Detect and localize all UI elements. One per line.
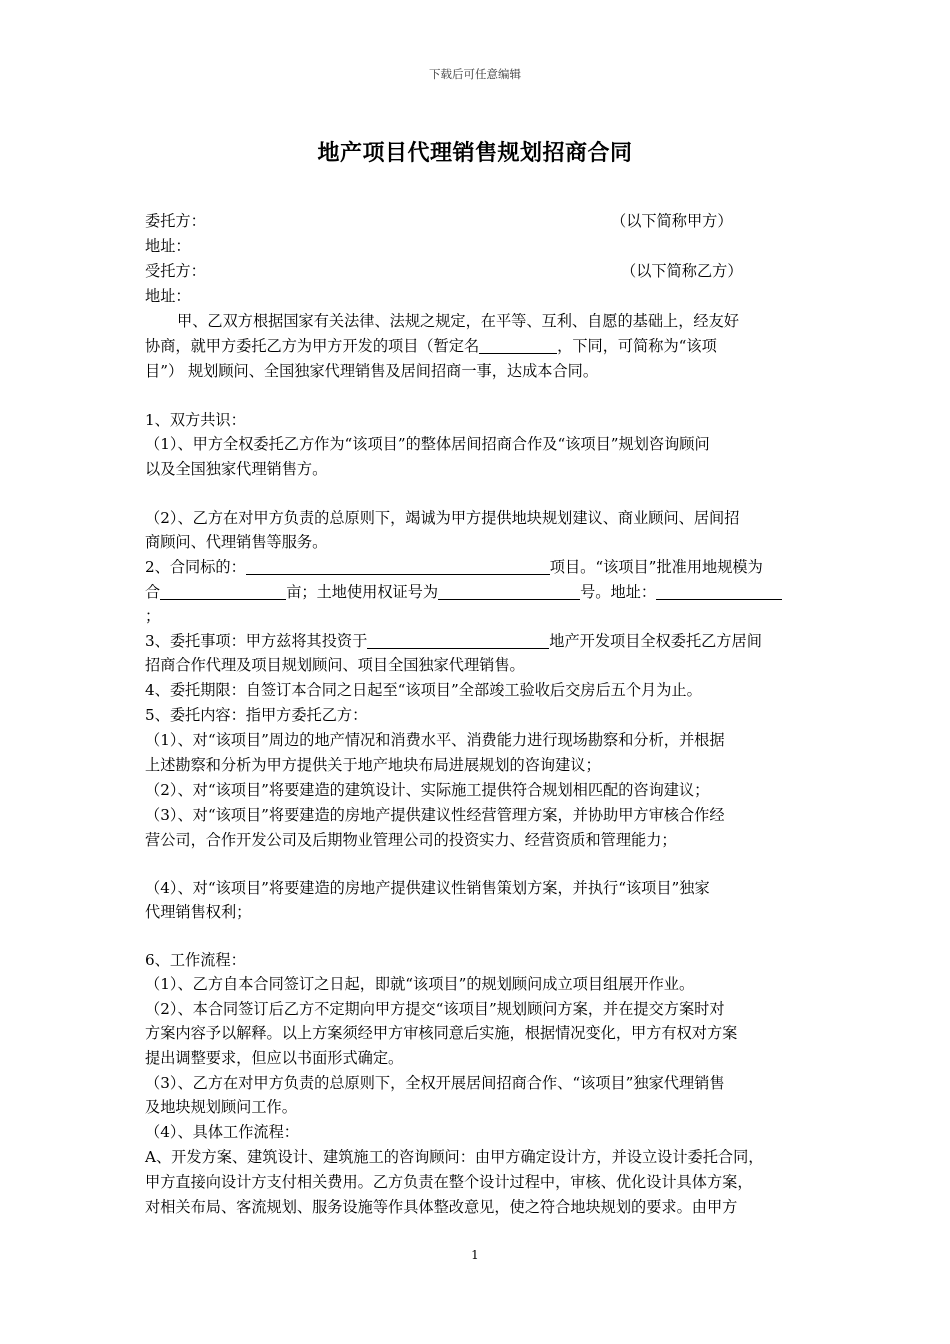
section-6-item-3-line-1: （3）、乙方在对甲方负责的总原则下，全权开展居间招商合作、“该项目”独家代理销售 bbox=[145, 1074, 725, 1092]
trustee-party-label: 受托方： bbox=[145, 262, 206, 280]
intro-line-3: 目”） 规划顾问、全国独家代理销售及居间招商一事，达成本合同。 bbox=[145, 362, 599, 380]
section-3-line-2: 招商合作代理及项目规划顾问、项目全国独家代理销售。 bbox=[145, 656, 525, 674]
section-6-item-2-line-1: （2）、本合同签订后乙方不定期向甲方提交“该项目”规划顾问方案，并在提交方案时对 bbox=[145, 1000, 725, 1018]
trustee-address-label: 地址： bbox=[145, 287, 191, 305]
section-6-item-a-line-2: 甲方直接向设计方支付相关费用。乙方负责在整个设计过程中，审核、优化设计具体方案， bbox=[145, 1173, 753, 1191]
section-1-item-1-line-2: 以及全国独家代理销售方。 bbox=[145, 460, 328, 478]
section-5-item-1-line-2: 上述勘察和分析为甲方提供关于地产地块布局进展规划的咨询建议； bbox=[145, 756, 601, 774]
section-4: 4、委托期限：自签订本合同之日起至“该项目”全部竣工验收后交房后五个月为止。 bbox=[145, 681, 702, 699]
section-5-heading: 5、委托内容：指甲方委托乙方： bbox=[145, 706, 368, 724]
section-5-item-4-line-1: （4）、对“该项目”将要建造的房地产提供建议性销售策划方案，并执行“该项目”独家 bbox=[145, 879, 710, 897]
section-5-item-3-line-2: 营公司，合作开发公司及后期物业管理公司的投资实力、经营资质和管理能力； bbox=[145, 831, 677, 849]
section-6-item-4: （4）、具体工作流程： bbox=[145, 1123, 299, 1141]
intro-line-2-end: ，下同，可简称为“该项 bbox=[557, 337, 717, 355]
section-2-line-2 bbox=[145, 580, 815, 604]
section-6-item-a-line-1: A、开发方案、建筑设计、建筑施工的咨询顾问：由甲方确定设计方，并设立设计委托合同， bbox=[145, 1148, 764, 1166]
intro-line-1: 甲、乙双方根据国家有关法律、法规之规定，在平等、互利、自愿的基础上，经友好 bbox=[177, 312, 739, 330]
section-2-land-cert-text: 亩；土地使用权证号为 bbox=[286, 583, 439, 601]
intro-line-2-start: 协商，就甲方委托乙方为甲方开发的项目（暂定名 bbox=[145, 337, 480, 355]
page-number: 1 bbox=[471, 1248, 479, 1262]
section-6-item-1: （1）、乙方自本合同签订之日起，即就“该项目”的规划顾问成立项目组展开作业。 bbox=[145, 975, 695, 993]
section-1-item-2-line-1: （2）、乙方在对甲方负责的总原则下，竭诚为甲方提供地块规划建议、商业顾问、居间招 bbox=[145, 509, 740, 527]
investment-blank bbox=[367, 632, 549, 649]
section-6-item-2-line-3: 提出调整要求，但应以书面形式确定。 bbox=[145, 1049, 404, 1067]
section-2-project-text: 项目。“该项目”批准用地规模为 bbox=[549, 558, 763, 576]
address-blank bbox=[656, 583, 782, 600]
section-5-item-1-line-1: （1）、对“该项目”周边的地产情况和消费水平、消费能力进行现场勘察和分析，并根据 bbox=[145, 731, 725, 749]
trustee-party-note: （以下简称乙方） bbox=[621, 262, 743, 280]
section-6-item-3-line-2: 及地块规划顾问工作。 bbox=[145, 1098, 297, 1116]
section-6-item-a-line-3: 对相关布局、客流规划、服务设施等作具体整改意见，使之符合地块规划的要求。由甲方 bbox=[145, 1198, 738, 1216]
area-blank bbox=[160, 583, 286, 600]
section-3-start: 3、委托事项：甲方兹将其投资于 bbox=[145, 632, 368, 650]
header-note: 下载后可任意编辑 bbox=[429, 67, 521, 81]
section-2-label: 2、合同标的： bbox=[145, 558, 246, 576]
land-cert-blank bbox=[438, 583, 580, 600]
intro-line-2 bbox=[145, 334, 815, 358]
subject-blank bbox=[246, 558, 550, 575]
section-2-line-1 bbox=[145, 555, 815, 579]
section-1-item-2-line-2: 商顾问、代理销售等服务。 bbox=[145, 533, 328, 551]
section-5-item-4-line-2: 代理销售权利； bbox=[145, 903, 252, 921]
section-2-address-text: 号。地址： bbox=[580, 583, 656, 601]
section-5-item-3-line-1: （3）、对“该项目”将要建造的房地产提供建议性经营管理方案，并协助甲方审核合作经 bbox=[145, 806, 725, 824]
project-name-blank bbox=[479, 337, 557, 354]
section-3-end: 地产开发项目全权委托乙方居间 bbox=[549, 632, 762, 650]
entrust-party-label: 委托方： bbox=[145, 212, 206, 230]
contract-title: 地产项目代理销售规划招商合同 bbox=[317, 140, 633, 166]
section-2-line-3: ； bbox=[145, 607, 161, 625]
section-6-item-2-line-2: 方案内容予以解释。以上方案须经甲方审核同意后实施，根据情况变化，甲方有权对方案 bbox=[145, 1024, 738, 1042]
section-1-heading: 1、双方共识： bbox=[145, 411, 246, 429]
section-6-heading: 6、工作流程： bbox=[145, 951, 246, 969]
section-1-item-1-line-1: （1）、甲方全权委托乙方作为“该项目”的整体居间招商合作及“该项目”规划咨询顾问 bbox=[145, 435, 710, 453]
entrust-address-label: 地址： bbox=[145, 237, 191, 255]
section-5-item-2: （2）、对“该项目”将要建造的建筑设计、实际施工提供符合规划相匹配的咨询建议； bbox=[145, 781, 710, 799]
section-2-he: 合 bbox=[145, 583, 161, 601]
entrust-party-note: （以下简称甲方） bbox=[611, 212, 733, 230]
section-3-line-1 bbox=[145, 629, 815, 653]
